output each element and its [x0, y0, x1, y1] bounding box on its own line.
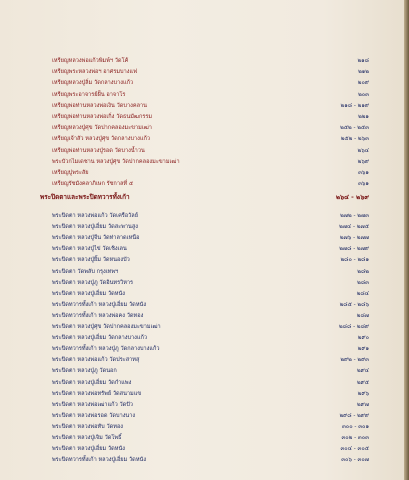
- entry-title: พระปิดตา หลวงปู่เอี่ยม วัดหนัง: [52, 290, 126, 297]
- toc-entry: [52, 445, 369, 454]
- entry-title: เหรียญพ่อท่านหลวงพ่อเงิน วัดบางคลาน: [52, 102, 147, 109]
- entry-page-number: ๒๐๓: [358, 91, 369, 98]
- toc-entry: [52, 147, 369, 156]
- entry-page-number: ๒๗๖ - ๒๗๗: [339, 235, 369, 242]
- entry-page-number: ๒๑๘: [357, 58, 369, 64]
- entry-page-number: ๒๙๔: [356, 368, 369, 375]
- entry-title: พระปิดทวารทั้งเก้า หลวงปู่ภู วัดกลางบางแก้ว: [52, 346, 160, 353]
- entry-title: พระปิดตา หลวงปู่ศุข วัดปากคลองมะขามเฒ่า: [52, 324, 161, 330]
- entry-title: พระปิดตา วัดพลับ กรุงเทพฯ: [52, 268, 119, 275]
- entry-page-number: ๒๒๑: [358, 114, 369, 120]
- toc-entry: [52, 334, 369, 343]
- toc-entry: [52, 323, 369, 332]
- entry-title: พระปิดตา หลวงปู่เอี่ยม วัดหนัง: [52, 446, 126, 453]
- entry-page-number: ๒๗๔ - ๒๗๕: [339, 224, 369, 231]
- toc-entry: [52, 367, 369, 376]
- toc-entry: [52, 68, 369, 77]
- entry-page-number: ๒๙๘ - ๒๙๙: [339, 412, 369, 419]
- toc-entry: [52, 401, 369, 410]
- entry-page-number: ๒๕๒ - ๒๖๓: [340, 136, 369, 143]
- entry-page-number: ๒๘๒: [357, 268, 369, 275]
- entry-page-number: ๓๐๒ - ๓๐๓: [341, 435, 369, 441]
- toc-entry: [52, 91, 369, 100]
- toc-entry: [52, 113, 369, 122]
- toc-entry: [52, 312, 369, 321]
- entry-page-number: ๒๖๔ - ๒๖๙: [335, 193, 369, 201]
- toc-entry: [52, 180, 369, 189]
- toc-entry: [52, 234, 369, 243]
- entry-title: พระปิดตา หลวงปู่ภู วัดนอก: [52, 368, 117, 375]
- toc-entry: [52, 102, 369, 111]
- entry-title: พระปิดทวารทั้งเก้า หลวงปู่เอี่ยม วัดหนัง: [52, 457, 147, 464]
- entry-title: พระปิดตา หลวงพ่อแก้ว วัดประสาทสุ: [52, 357, 140, 364]
- entry-title: เหรียญพระหลวงพ่อฯ อาศรมบางแฟ: [52, 69, 138, 76]
- entry-page-number: ๒๗๒ - ๒๗๓: [340, 213, 369, 219]
- toc-entry: [52, 79, 369, 88]
- entry-title: พระปิดตา หลวงปู่ยิ้ม วัดหนองบัว: [52, 257, 130, 264]
- toc-entry: [52, 124, 369, 133]
- section-heading: [40, 193, 369, 202]
- entry-page-number: ๒๕๒ - ๒๕๓: [340, 125, 369, 132]
- entry-title: พระปิดตา หลวงปู่เอี่ยม วัดสะพานสูง: [52, 224, 138, 231]
- toc-entry: [52, 290, 369, 299]
- entry-page-number: ๒๐๙: [357, 80, 369, 87]
- toc-entry: [52, 169, 369, 178]
- entry-title: พระปิดตา หลวงปู่เอี่ยม วัดกำแพง: [52, 379, 132, 386]
- entry-page-number: ๒๙๑: [357, 346, 369, 353]
- entry-title: พระปิดทวารทั้งเก้า หลวงพ่อคง วัดทอง: [52, 312, 144, 319]
- toc-entry: [52, 412, 369, 421]
- entry-title: เหรียญรัชมังคลาภิเษก รัชกาลที่ ๕: [52, 181, 134, 188]
- toc-entry: [52, 423, 369, 432]
- entry-title: พระปิดตา หลวงพ่อทับ วัดทอง: [52, 423, 124, 430]
- entry-title: พระปิดตาและพระปิดทวารทั้งเก้า: [40, 193, 130, 201]
- entry-title: พระบัวกไมเดชาน หลวงปู่ศุข วัดปากคลองมะขามเฒ่า: [52, 158, 180, 165]
- toc-entry: [52, 301, 369, 310]
- entry-page-number: ๓๐๔ - ๓๐๕: [340, 446, 369, 453]
- entry-page-number: ๓๖๑: [358, 170, 369, 176]
- entry-page-number: ๒๙๒ - ๒๙๓: [340, 357, 369, 364]
- toc-entry: [52, 434, 369, 443]
- entry-title: พระปิดตา หลวงพ่อรอด วัดบางนาง: [52, 412, 136, 419]
- entry-title: เหรียญพระอาจารย์ฝั้น อาจาโร: [52, 91, 126, 98]
- toc-entry: [52, 158, 369, 167]
- entry-page-number: ๒๘๓: [357, 279, 369, 286]
- toc-entry: [52, 223, 369, 232]
- entry-title: พระปิดตา หลวงปู่จีน วัดท่าลาดเหนือ: [52, 235, 140, 242]
- entry-title: เหรียญพ่อท่านหลวงปู่รอด วัดบางน้ำวน: [52, 147, 145, 154]
- entry-title: พระปิดทวารทั้งเก้า หลวงปู่เอี่ยม วัดหนัง: [52, 301, 147, 308]
- entry-title: เหรียญพ่อท่านหลวงพ่อเกิ่ง วัดธนมัฒกรรม: [52, 114, 153, 120]
- toc-entry: [52, 356, 369, 365]
- entry-page-number: ๓๖๑: [358, 181, 369, 188]
- entry-page-number: ๒๘๗: [356, 312, 369, 319]
- entry-page-number: ๒๙๕: [356, 379, 369, 386]
- entry-page-number: ๒๑๘ - ๒๑๙: [340, 102, 369, 109]
- toc-entry: [52, 256, 369, 265]
- entry-page-number: ๒๑๒: [358, 69, 369, 76]
- toc-entry: [52, 268, 369, 277]
- entry-title: เหรียญปูพระสัย: [52, 170, 89, 176]
- entry-title: เหรียญหลวงพ่อแก้วพิมพ์ฯ วัดโค้: [52, 58, 129, 64]
- toc-entry: [52, 57, 369, 66]
- toc-entry: [52, 345, 369, 354]
- entry-page-number: ๒๘๔: [356, 290, 369, 297]
- entry-page-number: ๓๐๐ - ๓๐๑: [341, 423, 369, 430]
- entry-title: พระปิดตา หลวงปู่ไข่ วัดเชิงเลน: [52, 246, 127, 253]
- toc-entry: [52, 212, 369, 221]
- entry-title: พระปิดตา หลวงปู่ภู วัดอินทรวิหาร: [52, 279, 134, 286]
- entry-page-number: ๒๘๐ - ๒๘๑: [340, 257, 369, 264]
- book-spine-shadow: [404, 0, 409, 480]
- entry-page-number: ๒๘๕ - ๒๘๖: [339, 301, 369, 308]
- entry-page-number: ๒๖๔: [357, 147, 369, 154]
- toc-entry: [52, 135, 369, 144]
- toc-entry: [52, 456, 369, 465]
- entry-page-number: ๒๙๗: [357, 401, 369, 408]
- entry-page-number: ๒๙๖: [357, 390, 369, 397]
- entry-title: เหรียญเจ้าสัว หลวงปู่ศุข วัดกลางบางแก้ว: [52, 136, 151, 143]
- entry-page-number: ๒๖๙: [357, 158, 369, 165]
- entry-page-number: ๒๗๘ - ๒๗๙: [339, 246, 369, 253]
- entry-title: พระปิดตา หลวงพ่อเฒ่าแก้ว วัดปัว: [52, 401, 133, 408]
- entry-title: พระปิดตา หลวงปู่เอี่ยม วัดกลางบางแก้ว: [52, 335, 148, 342]
- toc-entry: [52, 390, 369, 399]
- entry-title: เหรียญหลวงปู่ศุข วัดปากคลองมะขามเฒ่า: [52, 125, 152, 132]
- toc-entry: [52, 279, 369, 288]
- entry-page-number: ๒๙๐: [357, 335, 369, 342]
- entry-title: พระปิดตา หลวงพ่อทรัพย์ วัดสนามแข: [52, 390, 142, 397]
- entry-title: พระปิดตา หลวงพ่อแก้ว วัดเครือวัลย์: [52, 213, 139, 219]
- entry-page-number: ๓๐๖ - ๓๐๗: [341, 457, 369, 464]
- toc-entry: [52, 379, 369, 388]
- entry-title: เหรียญหลวงปู่ลิ่ม วัดกลางบางแก้ว: [52, 80, 134, 87]
- toc-entry: [52, 245, 369, 254]
- entry-page-number: ๒๘๘ - ๒๘๙: [339, 324, 369, 330]
- entry-title: พระปิดตา หลวงปู่เจิม วัดโพธิ์: [52, 435, 122, 441]
